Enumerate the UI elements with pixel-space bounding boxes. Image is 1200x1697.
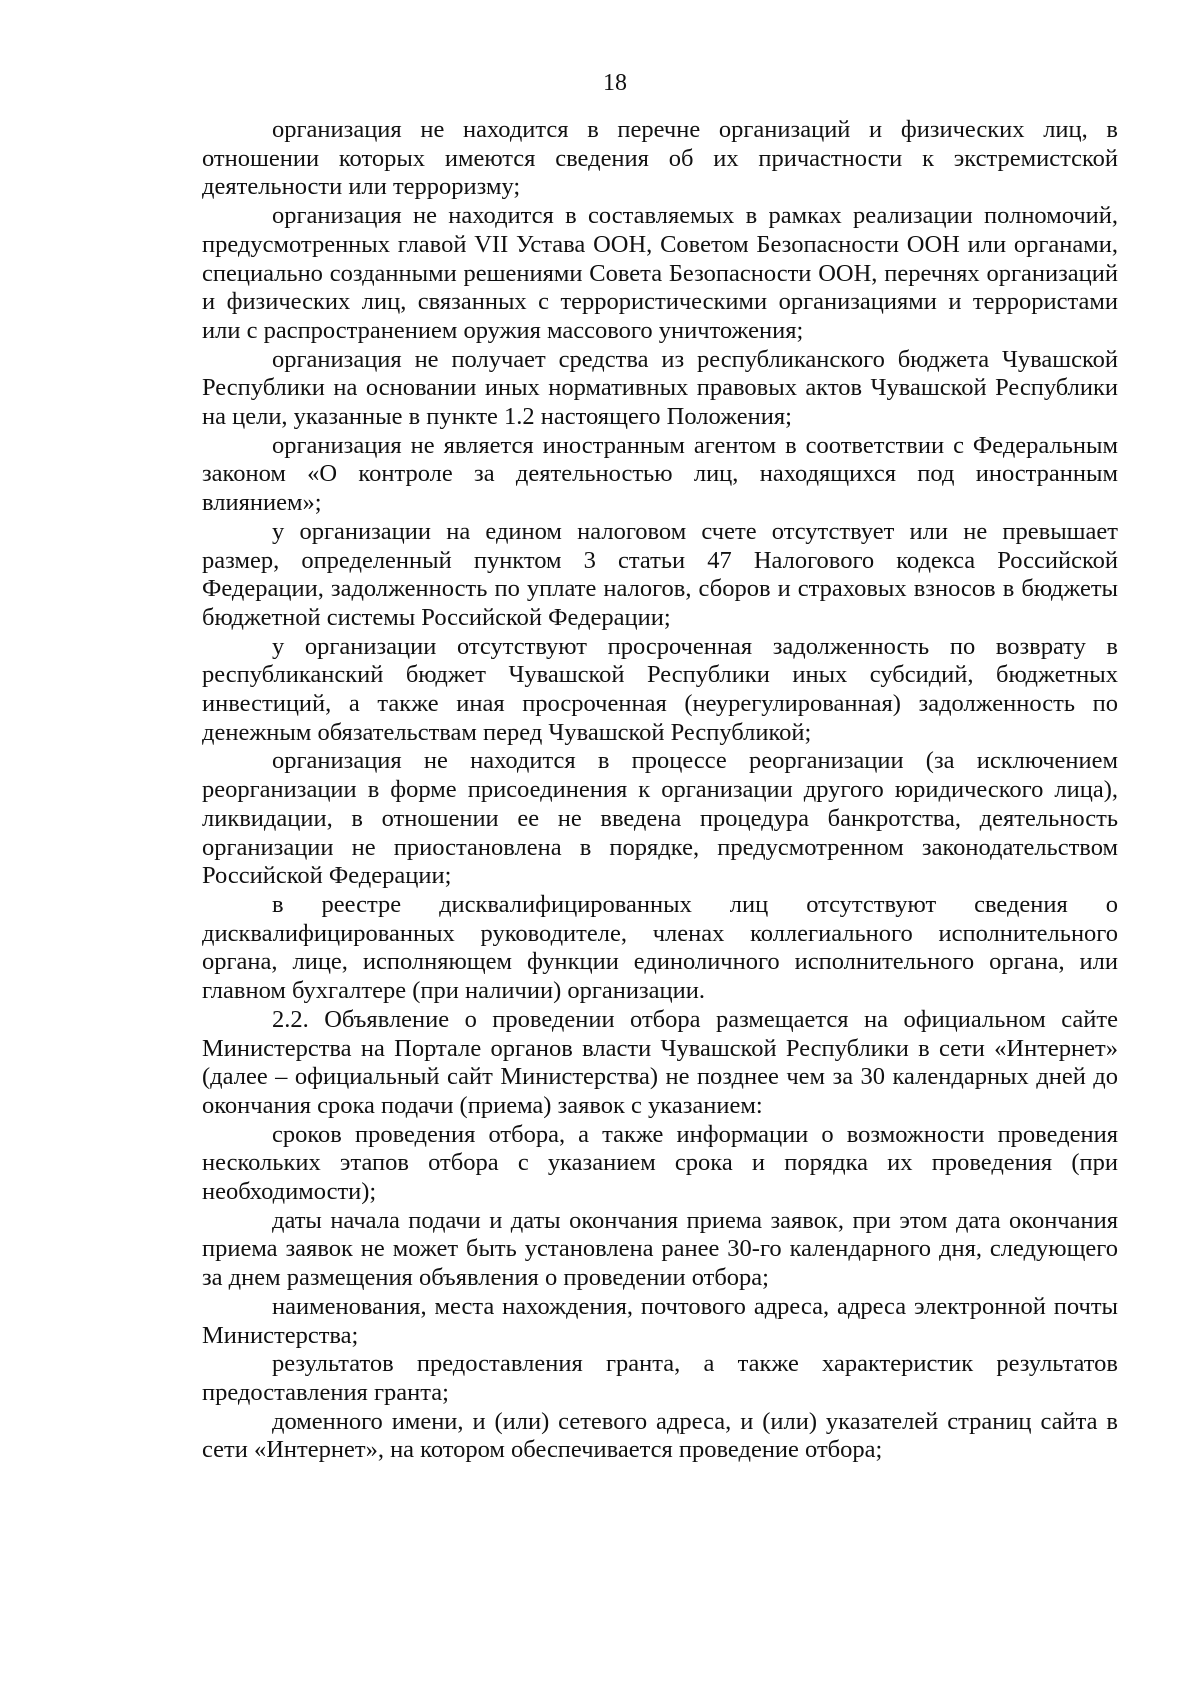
paragraph: организация не находится в процессе реорганизации (за исключением реорганизации в форме присоединения к организации другого юридического лица), ликвидации, в отношении ее не введена процедура банкротства, деятельность организации не приостановлена в порядке, предусмотренном законодательством Российской Федерации; xyxy=(202,747,1118,890)
paragraph: организация не получает средства из республиканского бюджета Чувашской Республики на основании иных нормативных правовых актов Чувашской Республики на цели, указанные в пункте 1.2 настоящего Положения; xyxy=(202,345,1118,431)
paragraph: у организации отсутствуют просроченная задолженность по возврату в республиканский бюджет Чувашской Республики иных субсидий, бюджетных инвестиций, а также иная просроченная (неурегулированная) задолженность по денежным обязательствам перед Чувашской Республикой; xyxy=(202,632,1118,746)
paragraph: результатов предоставления гранта, а также характеристик результатов предоставления гранта; xyxy=(202,1350,1118,1406)
paragraph: доменного имени, и (или) сетевого адреса, и (или) указателей страниц сайта в сети «Интернет», на котором обеспечивается проведение отбора; xyxy=(202,1407,1118,1464)
page-number: 18 xyxy=(603,70,627,96)
paragraph: организация не находится в перечне организаций и физических лиц, в отношении которых имеются сведения об их причастности к экстремистской деятельности или терроризму; xyxy=(202,116,1118,201)
section-paragraph: 2.2. Объявление о проведении отбора размещается на официальном сайте Министерства на Портале органов власти Чувашской Республики в сети «Интернет» (далее – официальный сайт Министерства) не позднее чем за 30 календарных дней до окончания срока подачи (приема) заявок с указанием: xyxy=(202,1005,1118,1119)
paragraph: организация не является иностранным агентом в соответствии с Федеральным законом «О контроле за деятельностью лиц, находящихся под иностранным влиянием»; xyxy=(202,431,1118,517)
paragraph: даты начала подачи и даты окончания приема заявок, при этом дата окончания приема заявок не может быть установлена ранее 30-го календарного дня, следующего за днем размещения объявления о проведении отбора; xyxy=(202,1206,1118,1292)
paragraph: в реестре дисквалифицированных лиц отсутствуют сведения о дисквалифицированных руководителе, членах коллегиального исполнительного органа, лице, исполняющем функции единоличного исполнительного органа, или главном бухгалтере (при наличии) организации. xyxy=(202,890,1118,1005)
paragraph: организация не находится в составляемых в рамках реализации полномочий, предусмотренных главой VII Устава ООН, Советом Безопасности ООН или органами, специально созданными решениями Совета Безопасности ООН, перечнях организаций и физических лиц, связанных с террористическими организациями и террористами или с распространением оружия массового уничтожения; xyxy=(202,202,1118,344)
paragraph: сроков проведения отбора, а также информации о возможности проведения нескольких этапов отбора с указанием срока и порядка их проведения (при необходимости); xyxy=(202,1120,1118,1206)
paragraph: у организации на едином налоговом счете отсутствует или не превышает размер, определенный пунктом 3 статьи 47 Налогового кодекса Российской Федерации, задолженность по уплате налогов, сборов и страховых взносов в бюджеты бюджетной системы Российской Федерации; xyxy=(202,517,1118,631)
document-body xyxy=(202,116,1118,1465)
paragraph: наименования, места нахождения, почтового адреса, адреса электронной почты Министерства; xyxy=(202,1292,1118,1349)
